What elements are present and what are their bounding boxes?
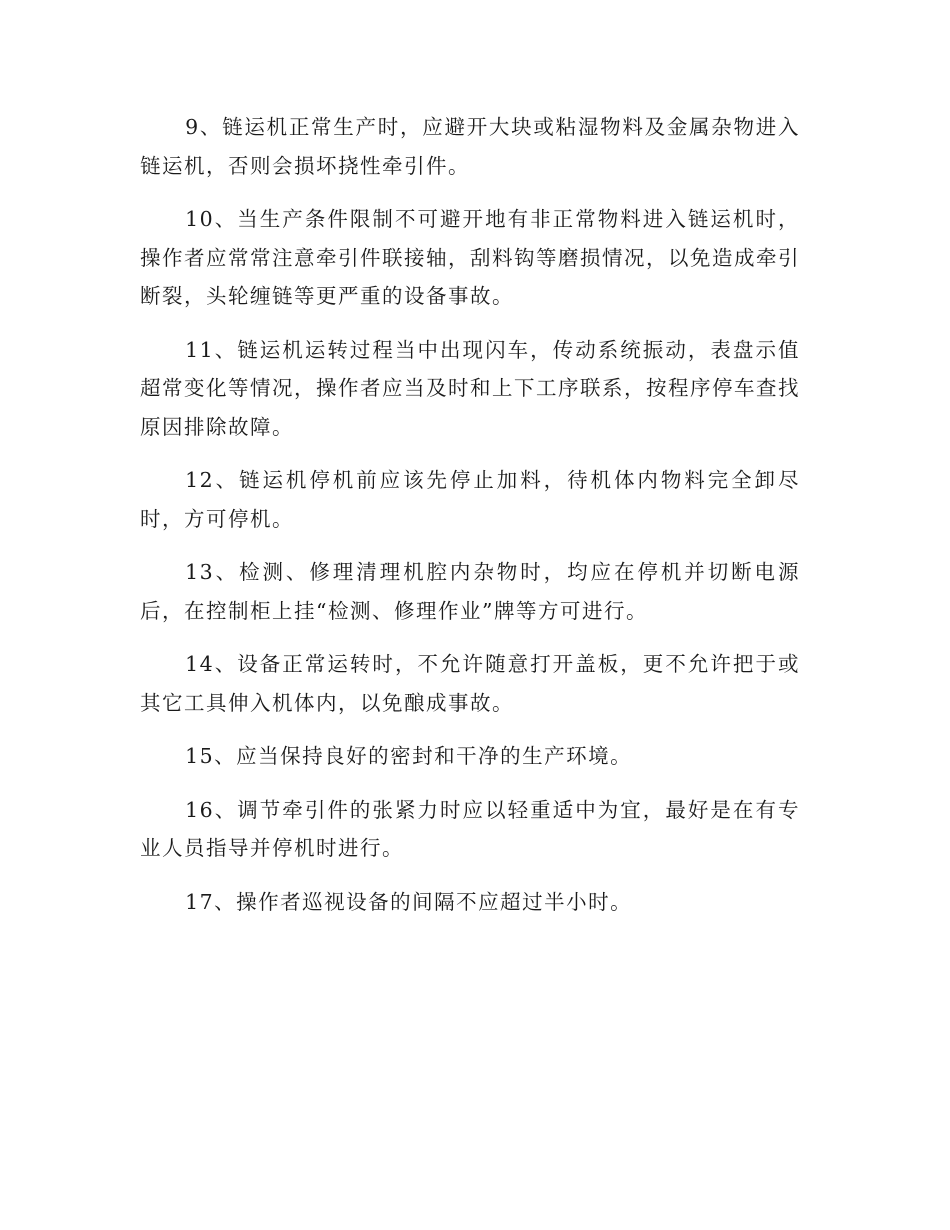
paragraph-12: 12、链运机停机前应该先停止加料，待机体内物料完全卸尽时，方可停机。: [140, 468, 800, 531]
paragraph-17: 17、操作者巡视设备的间隔不应超过半小时。: [185, 889, 633, 914]
paragraph-13: 13、检测、修理清理机腔内杂物时，均应在停机并切断电源后，在控制柜上挂“检测、修理作业”牌等方可进行。: [140, 560, 800, 623]
paragraph-15: 15、应当保持良好的密封和干净的生产环境。: [185, 744, 633, 768]
paragraph-9: 9、链运机正常生产时，应避开大块或粘湿物料及金属杂物进入链运机，否则会损坏挠性牵引件。: [140, 115, 800, 178]
paragraph-16: 16、调节牵引件的张紧力时应以轻重适中为宜，最好是在有专业人员指导并停机时进行。: [140, 797, 800, 860]
paragraph-10: 10、当生产条件限制不可避开地有非正常物料进入链运机时，操作者应常常注意牵引件联接轴，刮料钩等磨损情况，以免造成牵引断裂，头轮缠链等更严重的设备事故。: [140, 207, 800, 308]
paragraph-14: 14、设备正常运转时，不允许随意打开盖板，更不允许把于或其它工具伸入机体内，以免酿成事故。: [140, 652, 800, 715]
document-body: [140, 108, 800, 936]
paragraph-11: 11、链运机运转过程当中出现闪车，传动系统振动，表盘示值超常变化等情况，操作者应当及时和上下工序联系，按程序停车查找原因排除故障。: [140, 337, 800, 439]
